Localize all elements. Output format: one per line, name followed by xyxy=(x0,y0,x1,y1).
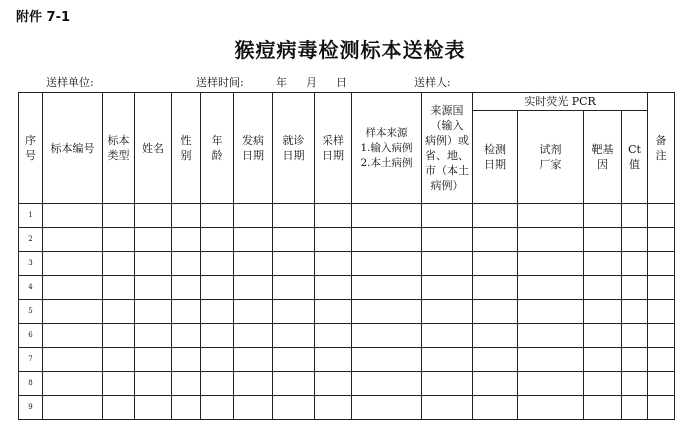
blank-cell[interactable] xyxy=(315,372,352,396)
blank-cell[interactable] xyxy=(172,252,201,276)
blank-cell[interactable] xyxy=(584,324,622,348)
blank-cell[interactable] xyxy=(648,276,675,300)
blank-cell[interactable] xyxy=(315,300,352,324)
header-pcr-group: 实时荧光 PCR xyxy=(473,93,648,111)
blank-cell[interactable] xyxy=(234,372,273,396)
blank-cell[interactable] xyxy=(172,300,201,324)
blank-cell[interactable] xyxy=(135,252,172,276)
row-number: 2 xyxy=(19,228,43,252)
blank-cell[interactable] xyxy=(135,324,172,348)
blank-cell[interactable] xyxy=(518,324,584,348)
table-row xyxy=(19,252,675,276)
blank-cell[interactable] xyxy=(234,396,273,420)
blank-cell[interactable] xyxy=(473,372,518,396)
blank-cell[interactable] xyxy=(473,204,518,228)
blank-cell[interactable] xyxy=(648,372,675,396)
blank-cell[interactable] xyxy=(172,396,201,420)
blank-cell[interactable] xyxy=(648,348,675,372)
blank-cell[interactable] xyxy=(473,228,518,252)
blank-cell[interactable] xyxy=(273,300,315,324)
blank-cell[interactable] xyxy=(135,276,172,300)
row-number: 5 xyxy=(19,300,43,324)
sending-time-label: 送样时间: xyxy=(196,76,244,89)
table-row xyxy=(19,372,675,396)
blank-cell[interactable] xyxy=(103,228,135,252)
blank-cell[interactable] xyxy=(352,204,422,228)
blank-cell[interactable] xyxy=(422,204,473,228)
table-row xyxy=(19,396,675,420)
blank-cell[interactable] xyxy=(584,300,622,324)
blank-cell[interactable] xyxy=(135,372,172,396)
header-age: 年 龄 xyxy=(201,93,234,204)
row-number: 3 xyxy=(19,252,43,276)
blank-cell[interactable] xyxy=(352,372,422,396)
blank-cell[interactable] xyxy=(315,348,352,372)
header-origin: 来源国 （输入 病例）或 省、地、 市（本土 病例） xyxy=(422,93,473,204)
blank-cell[interactable] xyxy=(518,348,584,372)
header-sample-source: 样本来源 1.输入病例 2.本土病例 xyxy=(352,93,422,204)
blank-cell[interactable] xyxy=(201,372,234,396)
sending-unit-label: 送样单位: xyxy=(46,76,94,89)
blank-cell[interactable] xyxy=(518,276,584,300)
blank-cell[interactable] xyxy=(43,324,103,348)
blank-cell[interactable] xyxy=(473,396,518,420)
header-sampling-date: 采样 日期 xyxy=(315,93,352,204)
blank-cell[interactable] xyxy=(518,396,584,420)
row-number: 8 xyxy=(19,372,43,396)
blank-cell[interactable] xyxy=(103,276,135,300)
blank-cell[interactable] xyxy=(622,252,648,276)
row-number: 9 xyxy=(19,396,43,420)
blank-cell[interactable] xyxy=(473,300,518,324)
blank-cell[interactable] xyxy=(43,396,103,420)
blank-cell[interactable] xyxy=(172,324,201,348)
table-row xyxy=(19,204,675,228)
blank-cell[interactable] xyxy=(622,276,648,300)
blank-cell[interactable] xyxy=(172,372,201,396)
blank-cell[interactable] xyxy=(648,324,675,348)
header-specimen-no: 标本编号 xyxy=(43,93,103,204)
blank-cell[interactable] xyxy=(135,228,172,252)
blank-cell[interactable] xyxy=(273,204,315,228)
blank-cell[interactable] xyxy=(422,252,473,276)
specimen-submission-table xyxy=(18,92,675,420)
blank-cell[interactable] xyxy=(648,228,675,252)
row-number: 4 xyxy=(19,276,43,300)
blank-cell[interactable] xyxy=(273,396,315,420)
header-test-date: 检测 日期 xyxy=(473,111,518,204)
blank-cell[interactable] xyxy=(135,396,172,420)
blank-cell[interactable] xyxy=(315,228,352,252)
blank-cell[interactable] xyxy=(201,324,234,348)
blank-cell[interactable] xyxy=(352,252,422,276)
blank-cell[interactable] xyxy=(172,276,201,300)
blank-cell[interactable] xyxy=(352,276,422,300)
blank-cell[interactable] xyxy=(273,324,315,348)
year-label: 年 xyxy=(276,76,287,89)
row-number: 7 xyxy=(19,348,43,372)
blank-cell[interactable] xyxy=(473,324,518,348)
blank-cell[interactable] xyxy=(315,396,352,420)
header-remark: 备 注 xyxy=(648,93,675,204)
blank-cell[interactable] xyxy=(103,348,135,372)
blank-cell[interactable] xyxy=(315,276,352,300)
row-number: 1 xyxy=(19,204,43,228)
blank-cell[interactable] xyxy=(422,348,473,372)
blank-cell[interactable] xyxy=(518,372,584,396)
blank-cell[interactable] xyxy=(352,396,422,420)
blank-cell[interactable] xyxy=(518,228,584,252)
blank-cell[interactable] xyxy=(172,348,201,372)
blank-cell[interactable] xyxy=(584,252,622,276)
blank-cell[interactable] xyxy=(622,300,648,324)
blank-cell[interactable] xyxy=(234,204,273,228)
blank-cell[interactable] xyxy=(43,204,103,228)
blank-cell[interactable] xyxy=(315,324,352,348)
blank-cell[interactable] xyxy=(43,348,103,372)
blank-cell[interactable] xyxy=(43,372,103,396)
blank-cell[interactable] xyxy=(622,348,648,372)
header-name: 姓名 xyxy=(135,93,172,204)
blank-cell[interactable] xyxy=(352,348,422,372)
blank-cell[interactable] xyxy=(201,276,234,300)
blank-cell[interactable] xyxy=(648,204,675,228)
header-sex: 性 别 xyxy=(172,93,201,204)
blank-cell[interactable] xyxy=(584,276,622,300)
blank-cell[interactable] xyxy=(103,300,135,324)
blank-cell[interactable] xyxy=(352,228,422,252)
blank-cell[interactable] xyxy=(648,252,675,276)
month-label: 月 xyxy=(306,76,317,89)
day-label: 日 xyxy=(336,76,347,89)
blank-cell[interactable] xyxy=(135,300,172,324)
blank-cell[interactable] xyxy=(103,324,135,348)
blank-cell[interactable] xyxy=(43,300,103,324)
blank-cell[interactable] xyxy=(518,252,584,276)
blank-cell[interactable] xyxy=(315,252,352,276)
blank-cell[interactable] xyxy=(273,348,315,372)
form-title: 猴痘病毒检测标本送检表 xyxy=(234,38,466,62)
table-row xyxy=(19,324,675,348)
header-onset-date: 发病 日期 xyxy=(234,93,273,204)
blank-cell[interactable] xyxy=(622,204,648,228)
table-row xyxy=(19,228,675,252)
table-body xyxy=(19,204,675,420)
table-row xyxy=(19,348,675,372)
blank-cell[interactable] xyxy=(103,372,135,396)
blank-cell[interactable] xyxy=(622,372,648,396)
blank-cell[interactable] xyxy=(273,252,315,276)
blank-cell[interactable] xyxy=(422,396,473,420)
header-visit-date: 就诊 日期 xyxy=(273,93,315,204)
blank-cell[interactable] xyxy=(473,276,518,300)
blank-cell[interactable] xyxy=(201,252,234,276)
blank-cell[interactable] xyxy=(273,276,315,300)
blank-cell[interactable] xyxy=(648,396,675,420)
blank-cell[interactable] xyxy=(201,228,234,252)
blank-cell[interactable] xyxy=(422,372,473,396)
blank-cell[interactable] xyxy=(473,348,518,372)
blank-cell[interactable] xyxy=(422,300,473,324)
blank-cell[interactable] xyxy=(234,228,273,252)
blank-cell[interactable] xyxy=(584,396,622,420)
blank-cell[interactable] xyxy=(43,276,103,300)
blank-cell[interactable] xyxy=(584,204,622,228)
table-row xyxy=(19,276,675,300)
blank-cell[interactable] xyxy=(234,348,273,372)
attachment-label: 附件 7-1 xyxy=(16,10,71,25)
blank-cell[interactable] xyxy=(201,204,234,228)
blank-cell[interactable] xyxy=(622,324,648,348)
header-specimen-type: 标本 类型 xyxy=(103,93,135,204)
blank-cell[interactable] xyxy=(234,276,273,300)
blank-cell[interactable] xyxy=(135,204,172,228)
blank-cell[interactable] xyxy=(422,276,473,300)
table-row xyxy=(19,300,675,324)
blank-cell[interactable] xyxy=(103,204,135,228)
header-reagent-maker: 试剂 厂家 xyxy=(518,111,584,204)
header-seq: 序 号 xyxy=(19,93,43,204)
blank-cell[interactable] xyxy=(422,324,473,348)
blank-cell[interactable] xyxy=(103,252,135,276)
blank-cell[interactable] xyxy=(43,228,103,252)
blank-cell[interactable] xyxy=(518,204,584,228)
blank-cell[interactable] xyxy=(648,300,675,324)
blank-cell[interactable] xyxy=(352,300,422,324)
blank-cell[interactable] xyxy=(422,228,473,252)
blank-cell[interactable] xyxy=(518,300,584,324)
blank-cell[interactable] xyxy=(234,252,273,276)
blank-cell[interactable] xyxy=(352,324,422,348)
blank-cell[interactable] xyxy=(201,300,234,324)
blank-cell[interactable] xyxy=(234,324,273,348)
blank-cell[interactable] xyxy=(622,228,648,252)
header-target-gene: 靶基 因 xyxy=(584,111,622,204)
blank-cell[interactable] xyxy=(273,372,315,396)
blank-cell[interactable] xyxy=(172,204,201,228)
header-ct-value: Ct 值 xyxy=(622,111,648,204)
blank-cell[interactable] xyxy=(473,252,518,276)
blank-cell[interactable] xyxy=(234,300,273,324)
blank-cell[interactable] xyxy=(584,348,622,372)
blank-cell[interactable] xyxy=(584,372,622,396)
blank-cell[interactable] xyxy=(201,348,234,372)
blank-cell[interactable] xyxy=(315,204,352,228)
blank-cell[interactable] xyxy=(43,252,103,276)
blank-cell[interactable] xyxy=(103,396,135,420)
blank-cell[interactable] xyxy=(135,348,172,372)
row-number: 6 xyxy=(19,324,43,348)
blank-cell[interactable] xyxy=(201,396,234,420)
blank-cell[interactable] xyxy=(622,396,648,420)
blank-cell[interactable] xyxy=(172,228,201,252)
blank-cell[interactable] xyxy=(273,228,315,252)
blank-cell[interactable] xyxy=(584,228,622,252)
sender-label: 送样人: xyxy=(414,76,451,89)
